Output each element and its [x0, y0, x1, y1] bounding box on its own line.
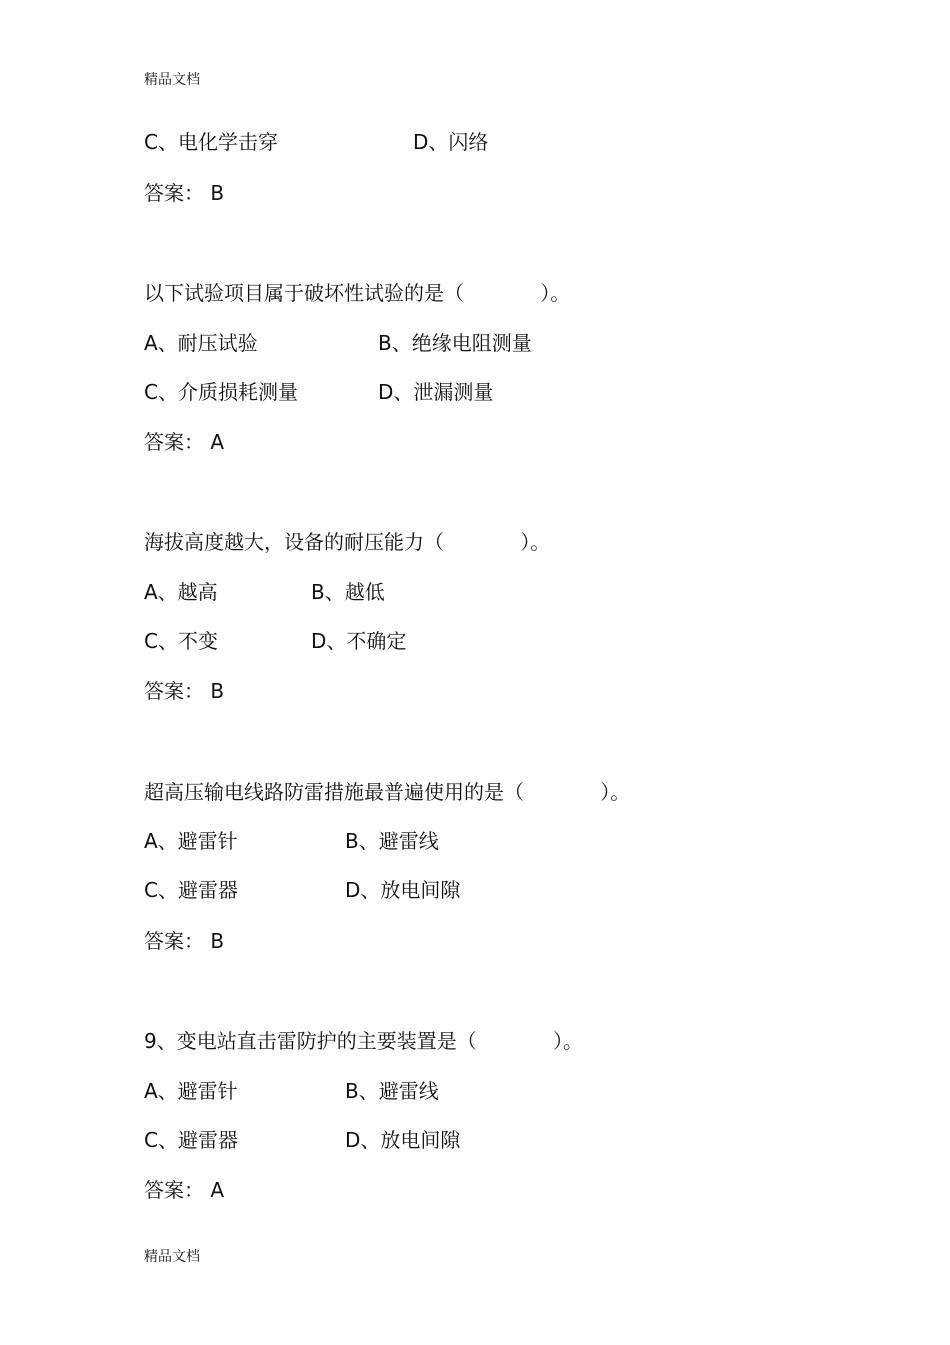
- option-b: B、避雷线: [345, 829, 439, 853]
- option-a: A、避雷针: [144, 829, 238, 853]
- answer: 答案： B: [144, 679, 225, 703]
- option-d: D、不确定: [311, 629, 407, 653]
- option-d: D、闪络: [413, 130, 489, 154]
- option-d: D、放电间隙: [345, 878, 461, 902]
- page-footer: 精品文档: [144, 1249, 200, 1265]
- answer: 答案： B: [144, 181, 225, 205]
- answer: 答案： B: [144, 929, 225, 953]
- option-c: C、介质损耗测量: [144, 380, 298, 404]
- question-text: 9、变电站直击雷防护的主要装置是（ ）。: [144, 1029, 584, 1053]
- option-b: B、绝缘电阻测量: [378, 331, 532, 355]
- option-c: C、避雷器: [144, 1128, 238, 1152]
- option-a: A、越高: [144, 580, 218, 604]
- option-a: A、耐压试验: [144, 331, 258, 355]
- question-text: 超高压输电线路防雷措施最普遍使用的是（ ）。: [144, 780, 631, 804]
- option-d: D、放电间隙: [345, 1128, 461, 1152]
- option-c: C、不变: [144, 629, 218, 653]
- option-c: C、电化学击穿: [144, 130, 278, 154]
- page-header: 精品文档: [144, 72, 200, 88]
- option-b: B、避雷线: [345, 1079, 439, 1103]
- option-d: D、泄漏测量: [378, 380, 494, 404]
- question-text: 以下试验项目属于破坏性试验的是（ ）。: [144, 281, 571, 305]
- option-c: C、避雷器: [144, 878, 238, 902]
- option-b: B、越低: [311, 580, 385, 604]
- answer: 答案： A: [144, 430, 225, 454]
- question-text: 海拔高度越大，设备的耐压能力（ ）。: [144, 530, 551, 554]
- answer: 答案： A: [144, 1178, 225, 1202]
- option-a: A、避雷针: [144, 1079, 238, 1103]
